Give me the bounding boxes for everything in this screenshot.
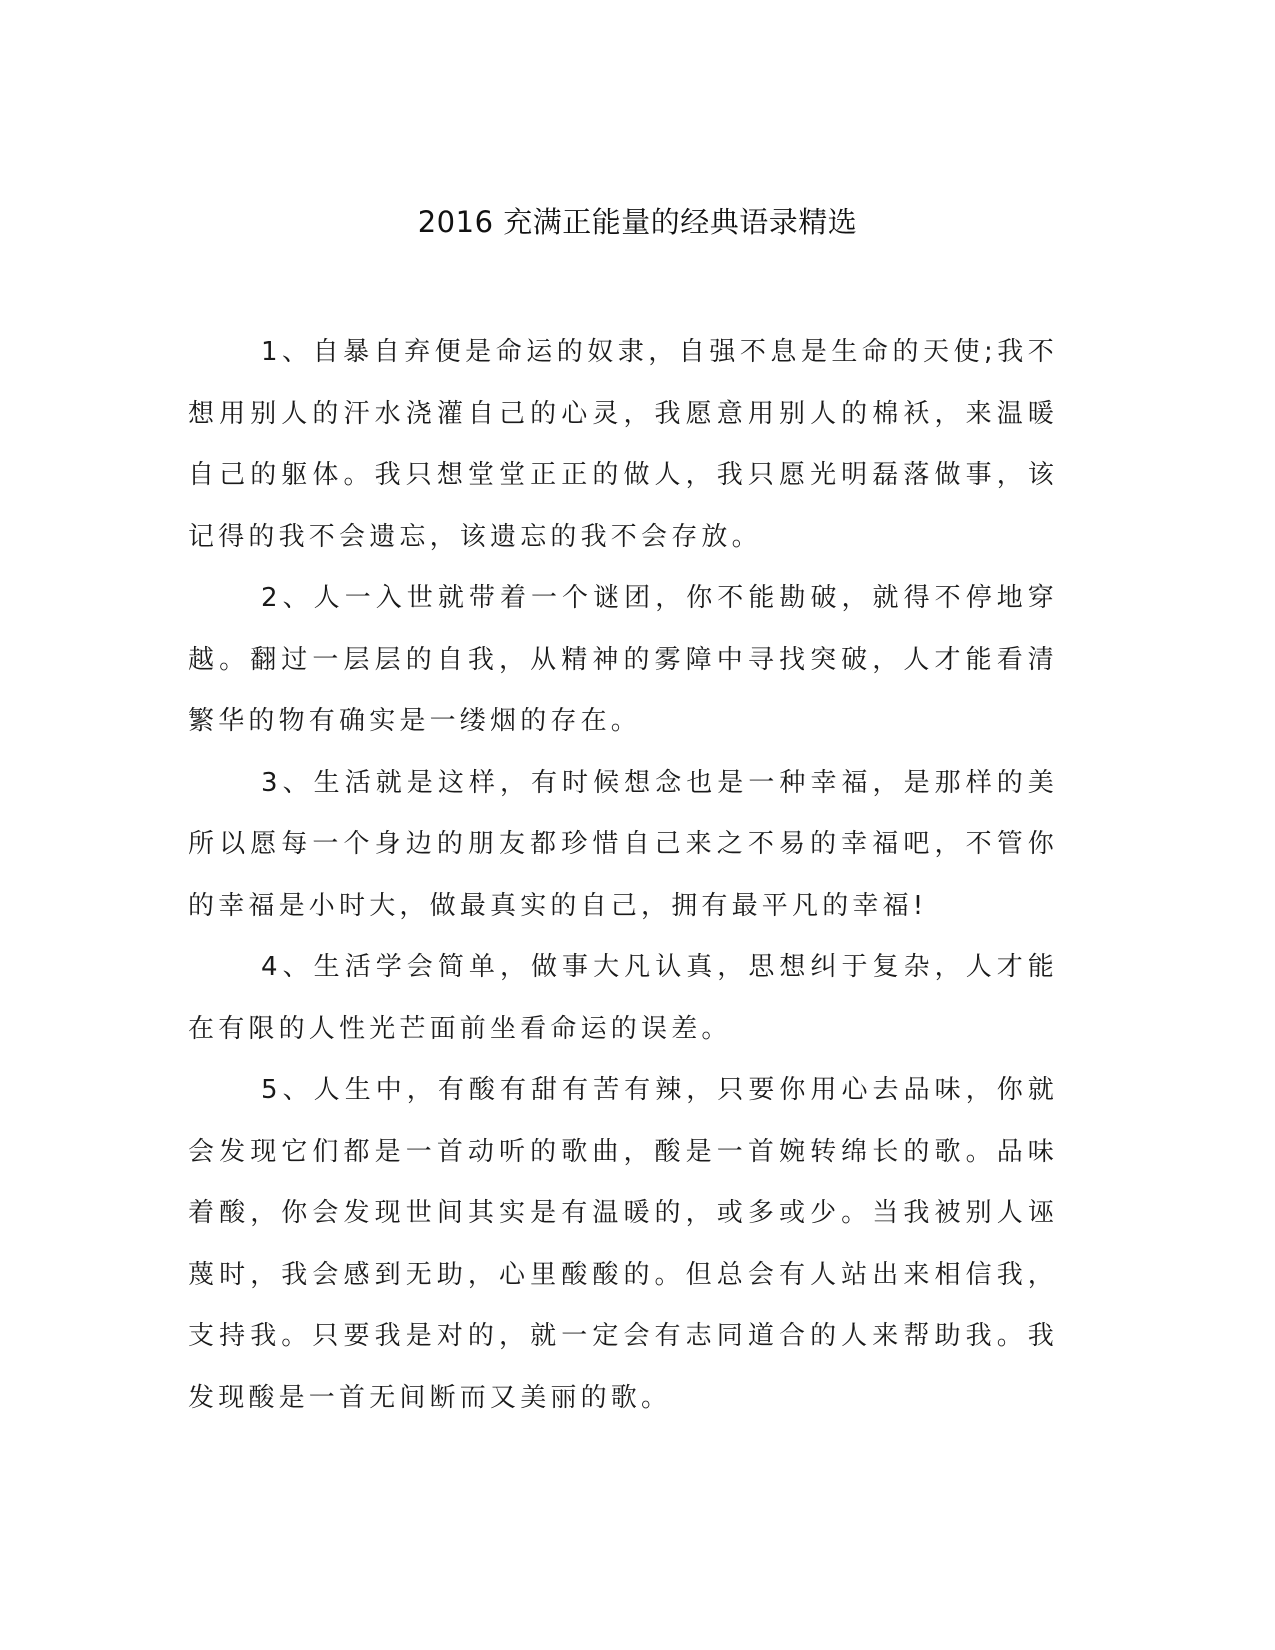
quote-paragraph-2: 2、人一入世就带着一个谜团，你不能勘破，就得不停地穿越。翻过一层层的自我，从精神的雾障中寻找突破，人才能看清繁华的物有确实是一缕烟的存在。 [188, 583, 1058, 736]
document-title: 2016 充满正能量的经典语录精选 [417, 205, 858, 239]
quote-paragraph-3: 3、生活就是这样，有时候想念也是一种幸福，是那样的美所以愿每一个身边的朋友都珍惜自己来之不易的幸福吧，不管你的幸福是小时大，做最真实的自己，拥有最平凡的幸福! [188, 767, 1058, 921]
quote-paragraph-1: 1、自暴自弃便是命运的奴隶，自强不息是生命的天使;我不想用别人的汗水浇灌自己的心灵，我愿意用别人的棉袄，来温暖自己的躯体。我只想堂堂正正的做人，我只愿光明磊落做事，该记得的我不会遗忘，该遗忘的我不会存放。 [188, 337, 1058, 552]
quote-paragraph-5: 5、人生中，有酸有甜有苦有辣，只要你用心去品味，你就会发现它们都是一首动听的歌曲，酸是一首婉转绵长的歌。品味着酸，你会发现世间其实是有温暖的，或多或少。当我被别人诬蔑时，我会感到无助，心里酸酸的。但总会有人站出来相信我，支持我。只要我是对的，就一定会有志同道合的人来帮助我。我发现酸是一首无间断而又美丽的歌。 [188, 1075, 1058, 1413]
document-body [188, 322, 1058, 1429]
quote-paragraph-4: 4、生活学会简单，做事大凡认真，思想纠于复杂，人才能在有限的人性光芒面前坐看命运的误差。 [188, 952, 1058, 1044]
